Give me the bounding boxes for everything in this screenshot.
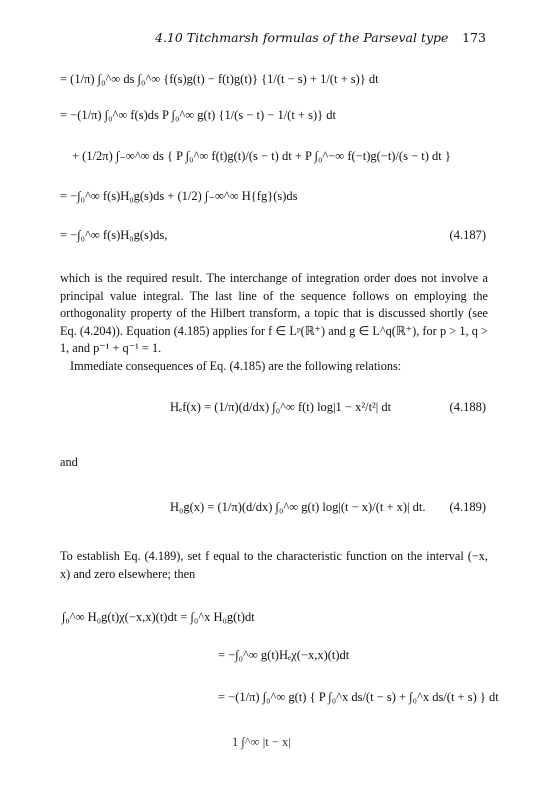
paragraph-1-text: which is the required result. The interchange of integration order does not involve a principal value integral. The last line of the sequence follows on employing the orthogonality property of the Hilbert transform, a topic that is discussed shortly (see Eq. (4.204)). Equation (4.185) applies for f ∈ Lᵖ(ℝ⁺) and g ∈ L^q(ℝ⁺), for p > 1, q > 1, and p⁻¹ + q⁻¹ = 1.	[60, 271, 488, 355]
derivation-line-2: = −(1/π) ∫₀^∞ f(s)ds P ∫₀^∞ g(t) {1/(s − t) − 1/(t + s)} dt	[60, 108, 336, 122]
equation-4189: H₀g(x) = (1/π)(d/dx) ∫₀^∞ g(t) log|(t − x)/(t + x)| dt.	[170, 500, 426, 514]
bottom-derivation-line-2: = −∫₀^∞ g(t)Hₑχ(−x,x)(t)dt	[218, 648, 350, 662]
page-header	[0, 30, 548, 50]
derivation-line-4: = −∫₀^∞ f(s)H₀g(s)ds + (1/2) ∫₋∞^∞ H{fg}(s)ds	[60, 189, 298, 203]
equation-number-4188: (4.188)	[449, 400, 486, 414]
derivation-line-3: + (1/2π) ∫₋∞^∞ ds { P ∫₀^∞ f(t)g(t)/(s − t) dt + P ∫₀^−∞ f(−t)g(−t)/(s − t) dt }	[72, 149, 451, 163]
paragraph-3-text: To establish Eq. (4.189), set f equal to the characteristic function on the interval (−x, x) and zero elsewhere; then	[60, 549, 488, 581]
equation-number-4189: (4.189)	[449, 500, 486, 514]
equation-number-4187: (4.187)	[449, 228, 486, 242]
body-paragraph-1	[60, 270, 488, 375]
bottom-derivation-line-4-partial: 1 ∫^∞ |t − x|	[232, 735, 291, 749]
bottom-derivation-line-1: ∫₀^∞ H₀g(t)χ(−x,x)(t)dt = ∫₀^x H₀g(t)dt	[62, 610, 255, 624]
page-number: 173	[462, 30, 486, 45]
and-connector: and	[60, 455, 78, 469]
equation-4188: Hₑf(x) = (1/π)(d/dx) ∫₀^∞ f(t) log|1 − x²/t²| dt	[170, 400, 392, 414]
bottom-derivation-line-3: = −(1/π) ∫₀^∞ g(t) { P ∫₀^x ds/(t − s) + ∫₀^x ds/(t + s) } dt	[218, 690, 499, 704]
body-paragraph-3	[60, 548, 488, 583]
derivation-line-1: = (1/π) ∫₀^∞ ds ∫₀^∞ {f(s)g(t) − f(t)g(t)} {1/(t − s) + 1/(t + s)} dt	[60, 72, 379, 86]
derivation-line-5: = −∫₀^∞ f(s)H₀g(s)ds,	[60, 228, 168, 242]
running-title: 4.10 Titchmarsh formulas of the Parseval type	[155, 30, 449, 45]
paragraph-2-text: Immediate consequences of Eq. (4.185) are the following relations:	[70, 358, 402, 373]
